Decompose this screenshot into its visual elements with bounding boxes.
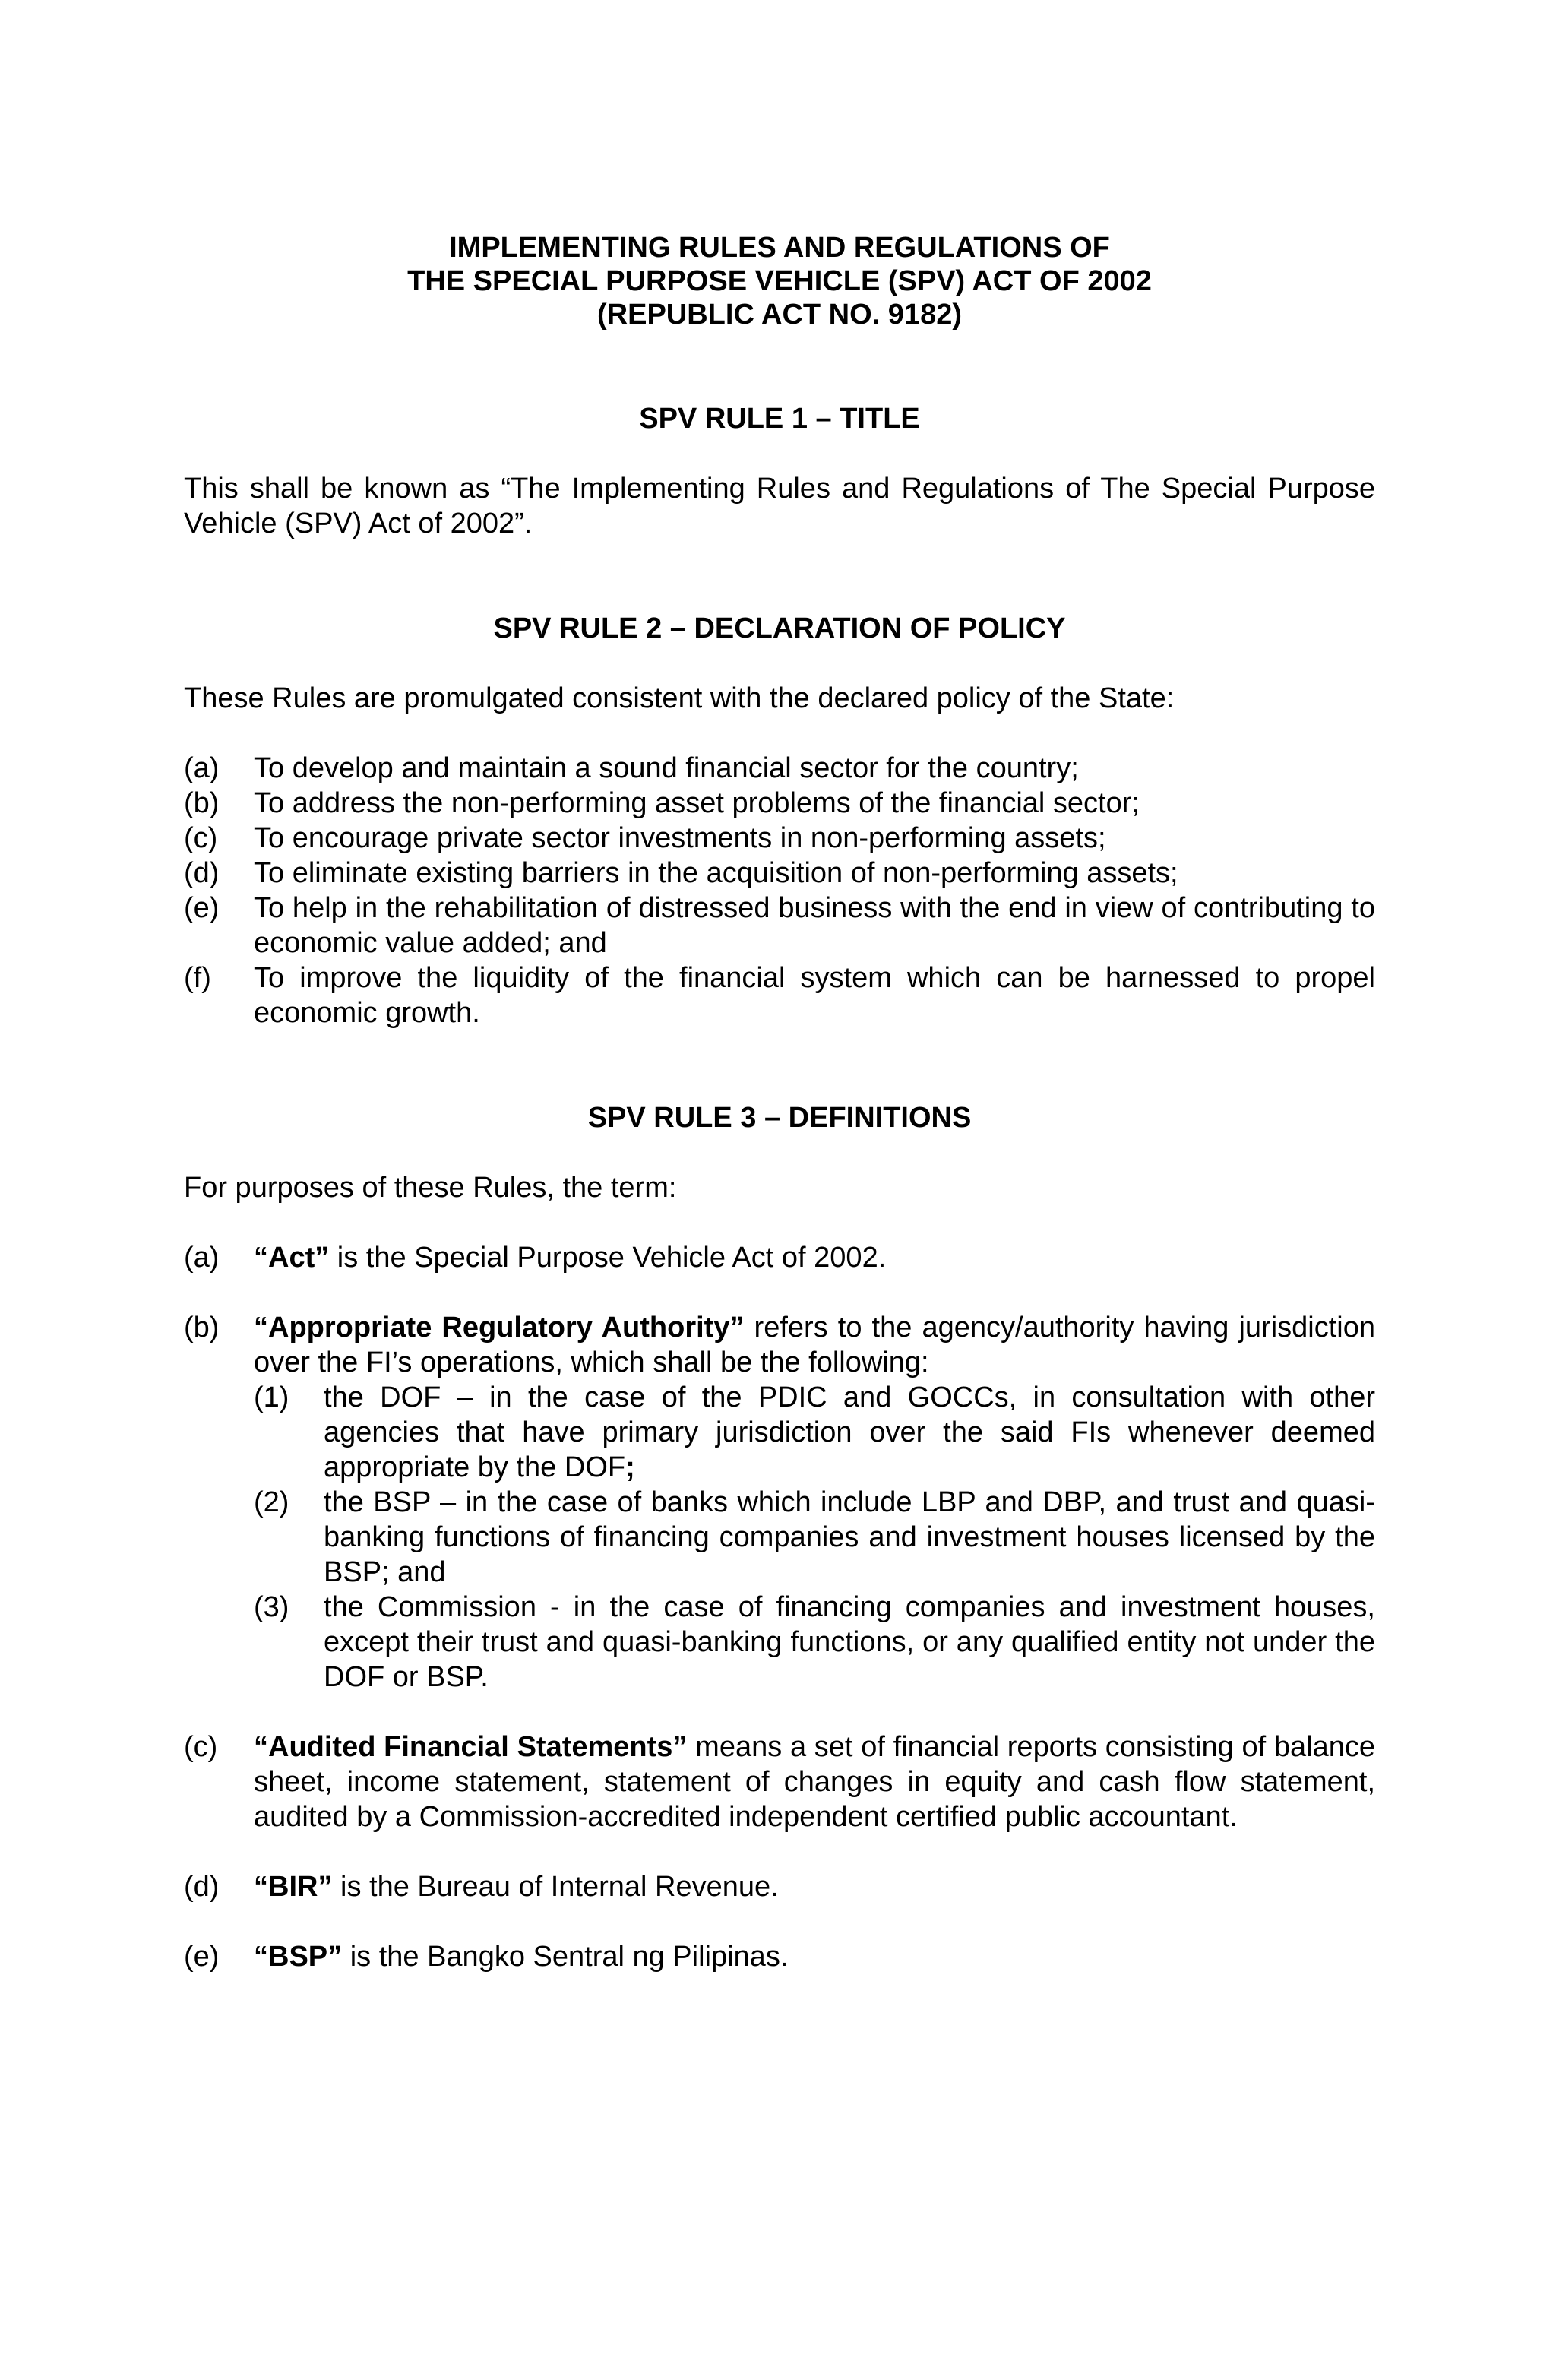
list-marker: (e)	[184, 1941, 220, 1973]
list-item	[184, 891, 1375, 961]
list-item	[184, 961, 1375, 1030]
definition-regulatory-authority	[184, 1310, 1375, 1695]
sub-item	[254, 1485, 1375, 1590]
list-item-text: To develop and maintain a sound financial sector for the country;	[254, 752, 1079, 784]
list-item-text: To eliminate existing barriers in the acquisition of non-performing assets;	[254, 857, 1178, 889]
list-marker: (b)	[184, 1312, 220, 1343]
title-line-3: (REPUBLIC ACT NO. 9182)	[597, 299, 962, 331]
sub-marker: (1)	[254, 1381, 289, 1413]
document-title	[184, 231, 1375, 331]
definition-audited-financial-statements	[184, 1730, 1375, 1834]
defined-term: “BSP”	[254, 1941, 343, 1973]
list-item	[184, 786, 1375, 821]
list-marker: (e)	[184, 892, 220, 924]
rule3-intro: For purposes of these Rules, the term:	[184, 1172, 677, 1204]
list-marker: (a)	[184, 1242, 220, 1274]
list-marker: (d)	[184, 1871, 220, 1903]
defined-term: “Audited Financial Statements”	[254, 1731, 688, 1763]
sub-item-tail: ;	[625, 1451, 635, 1483]
document-page	[184, 231, 1375, 1974]
sub-item-text: the DOF – in the case of the PDIC and GOCCs, in consultation with other agencies that have primary jurisdiction over the said FIs whenever deemed appropriate by the DOF	[324, 1381, 1375, 1483]
definition-bir	[184, 1869, 1375, 1904]
list-item	[184, 856, 1375, 891]
list-item-text: To improve the liquidity of the financial system which can be harnessed to propel economic growth.	[254, 962, 1375, 1029]
title-line-1: IMPLEMENTING RULES AND REGULATIONS OF	[449, 232, 1110, 264]
rule1-text: This shall be known as “The Implementing Rules and Regulations of The Special Purpose Vehicle (SPV) Act of 2002”.	[184, 473, 1375, 540]
rule2-heading: SPV RULE 2 – DECLARATION OF POLICY	[493, 612, 1066, 644]
definition-text: is the Special Purpose Vehicle Act of 2002.	[329, 1242, 887, 1274]
defined-term: “BIR”	[254, 1871, 333, 1903]
list-item	[184, 751, 1375, 786]
definition-text: is the Bureau of Internal Revenue.	[332, 1871, 779, 1903]
definition-act	[184, 1240, 1375, 1275]
definition-text: refers to the agency/authority having jurisdiction over the FI’s operations, which shall be the following:	[254, 1312, 1375, 1378]
list-marker: (c)	[184, 1731, 218, 1763]
defined-term: “Appropriate Regulatory Authority”	[254, 1312, 745, 1343]
list-marker: (d)	[184, 857, 220, 889]
definition-bsp	[184, 1939, 1375, 1974]
definition-text: is the Bangko Sentral ng Pilipinas.	[342, 1941, 789, 1973]
sub-item-text: the BSP – in the case of banks which include LBP and DBP, and trust and quasi-banking functions of financing companies and investment houses licensed by the BSP; and	[324, 1486, 1375, 1588]
sub-item-text: the Commission - in the case of financing companies and investment houses, except their trust and quasi-banking functions, or any qualified entity not under the DOF or BSP.	[324, 1591, 1375, 1693]
list-item-text: To help in the rehabilitation of distressed business with the end in view of contributing to economic value added; and	[254, 892, 1375, 959]
rule3-heading: SPV RULE 3 – DEFINITIONS	[587, 1102, 972, 1134]
list-marker: (c)	[184, 822, 218, 854]
list-item-text: To address the non-performing asset problems of the financial sector;	[254, 787, 1140, 819]
rule1-heading: SPV RULE 1 – TITLE	[639, 403, 920, 435]
list-item	[184, 821, 1375, 856]
list-marker: (b)	[184, 787, 220, 819]
sub-item	[254, 1590, 1375, 1695]
list-marker: (a)	[184, 752, 220, 784]
definition-text: means a set of financial reports consisting of balance sheet, income statement, statement of changes in equity and cash flow statement, audited by a Commission-accredited independent certified public accountant.	[254, 1731, 1376, 1833]
sub-marker: (2)	[254, 1486, 289, 1518]
policy-list	[184, 751, 1375, 1030]
sub-marker: (3)	[254, 1591, 289, 1623]
sub-item	[254, 1380, 1375, 1485]
list-marker: (f)	[184, 962, 211, 994]
list-item-text: To encourage private sector investments in non-performing assets;	[254, 822, 1106, 854]
rule2-intro: These Rules are promulgated consistent with the declared policy of the State:	[184, 682, 1175, 714]
defined-term: “Act”	[254, 1242, 330, 1274]
title-line-2: THE SPECIAL PURPOSE VEHICLE (SPV) ACT OF 2002	[407, 265, 1152, 297]
